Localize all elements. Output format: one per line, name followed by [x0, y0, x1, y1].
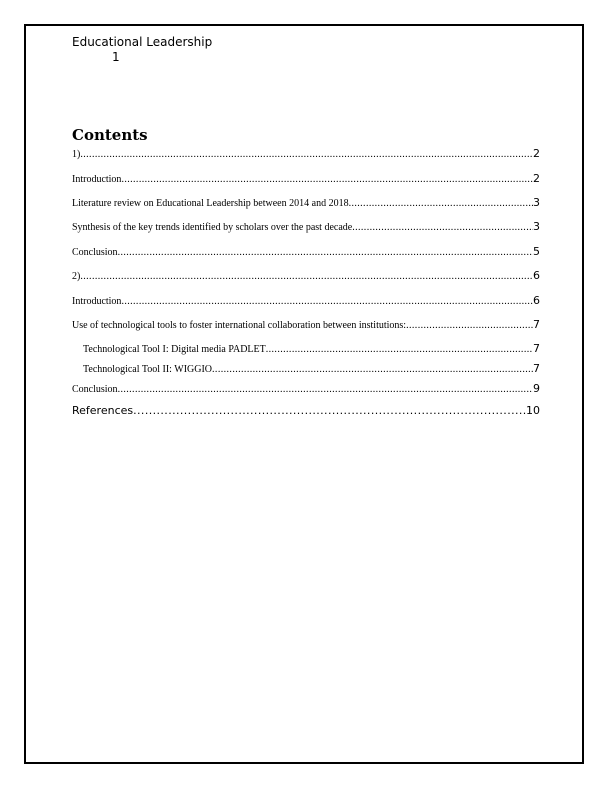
toc-entry-page: 2	[533, 147, 540, 160]
toc-leader-dots	[349, 198, 533, 209]
toc-entry-label: Synthesis of the key trends identified by scholars over the past decade	[72, 222, 353, 233]
toc-entry-page: 7	[533, 362, 540, 375]
toc-entry-10[interactable]	[83, 362, 540, 375]
toc-entry-12[interactable]	[72, 404, 540, 417]
toc-entry-label: Introduction	[72, 296, 122, 307]
toc-title: Contents	[72, 126, 148, 144]
toc-entry-9[interactable]	[83, 342, 540, 355]
toc-leader-dots	[212, 364, 533, 375]
toc-entry-page: 7	[533, 318, 540, 331]
header-page-number: 1	[112, 50, 120, 64]
page-header	[72, 35, 212, 65]
toc-entry-page: 10	[526, 404, 540, 417]
toc-entry-label: Conclusion	[72, 384, 118, 395]
toc-entry-7[interactable]	[72, 294, 540, 307]
toc-entry-page: 5	[533, 245, 540, 258]
toc-leader-dots	[121, 296, 533, 307]
toc-leader-dots	[266, 344, 533, 355]
toc-entry-3[interactable]	[72, 196, 540, 209]
toc-entry-page: 6	[533, 269, 540, 282]
toc-entry-label: 2)	[72, 271, 81, 282]
toc-entry-label: 1)	[72, 149, 81, 160]
toc-entry-1[interactable]	[72, 147, 540, 160]
toc-entry-label: References	[72, 404, 134, 417]
toc-entry-page: 6	[533, 294, 540, 307]
toc-entry-label: Introduction	[72, 174, 122, 185]
toc-leader-dots	[80, 149, 533, 160]
toc-entry-page: 3	[533, 196, 540, 209]
toc-leader-dots	[352, 222, 533, 233]
header-title: Educational Leadership	[72, 35, 213, 49]
toc-entry-5[interactable]	[72, 245, 540, 258]
toc-entry-4[interactable]	[72, 220, 540, 233]
toc-entry-label: Conclusion	[72, 247, 118, 258]
toc-entry-11[interactable]	[72, 382, 540, 395]
toc-leader-dots	[80, 271, 533, 282]
toc-entry-page: 3	[533, 220, 540, 233]
toc-entry-label: Literature review on Educational Leadership between 2014 and 2018	[72, 198, 349, 209]
toc-entry-2[interactable]	[72, 172, 540, 185]
toc-leader-dots	[118, 247, 533, 258]
toc-leader-dots	[121, 174, 533, 185]
toc-entry-label: Technological Tool II: WIGGIO	[83, 364, 213, 375]
toc-entry-page: 9	[533, 382, 540, 395]
toc-entry-8[interactable]	[72, 318, 540, 331]
toc-entry-label: Technological Tool I: Digital media PADLET	[83, 344, 266, 355]
toc-leader-dots	[406, 320, 533, 331]
toc-entry-page: 7	[533, 342, 540, 355]
toc-entry-label: Use of technological tools to foster international collaboration between institutions:	[72, 320, 407, 331]
toc-leader-dots	[133, 404, 526, 417]
toc-entry-page: 2	[533, 172, 540, 185]
toc-leader-dots	[118, 384, 533, 395]
toc-entry-6[interactable]	[72, 269, 540, 282]
